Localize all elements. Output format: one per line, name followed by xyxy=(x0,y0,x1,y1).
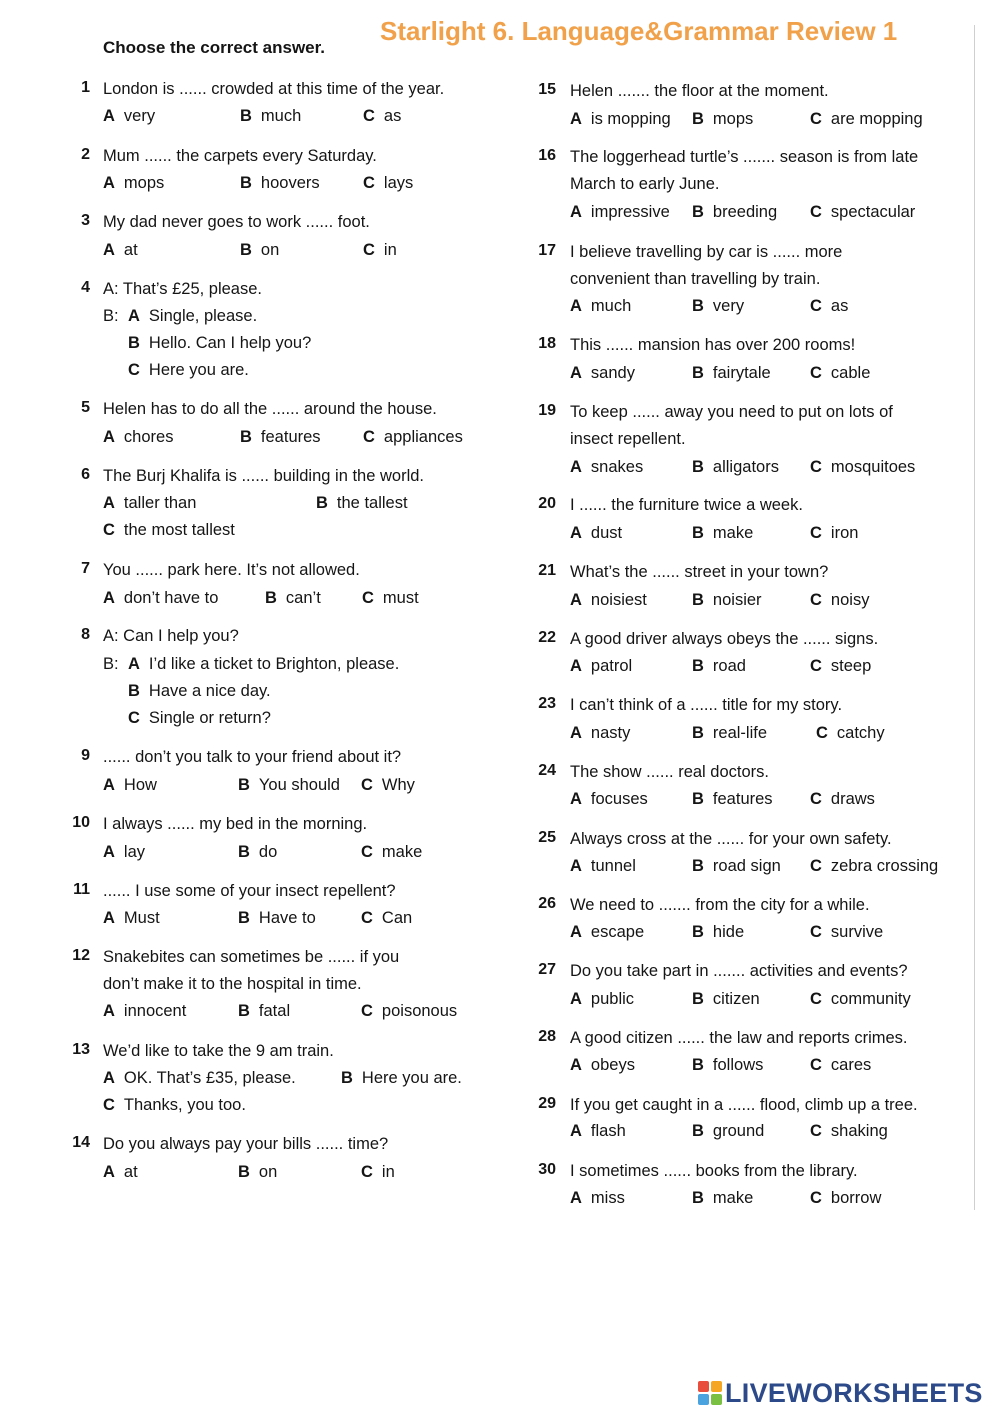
option-b[interactable]: B Have to xyxy=(238,909,316,927)
option-b[interactable]: B Hello. Can I help you? xyxy=(128,334,312,352)
question-number: 3 xyxy=(81,212,90,229)
option-a[interactable]: A sandy xyxy=(570,364,635,382)
option-a[interactable]: A OK. That’s £35, please. xyxy=(103,1069,296,1087)
option-a[interactable]: A How xyxy=(103,776,157,794)
option-a[interactable]: A public xyxy=(570,990,635,1008)
option-c[interactable]: C Single or return? xyxy=(128,709,271,727)
option-b[interactable]: B real-life xyxy=(692,724,768,742)
option-c[interactable]: C are mopping xyxy=(810,110,923,128)
question-number: 27 xyxy=(538,961,556,978)
option-c[interactable]: C Why xyxy=(361,776,415,794)
option-b[interactable]: B make xyxy=(692,524,754,542)
option-c[interactable]: C noisy xyxy=(810,591,870,609)
option-c[interactable]: C cable xyxy=(810,364,871,382)
option-a[interactable]: A at xyxy=(103,241,138,259)
liveworksheets-brand xyxy=(698,1378,983,1408)
question-text: You ...... park here. It’s not allowed. xyxy=(103,561,360,579)
option-b[interactable]: B ground xyxy=(692,1122,765,1140)
question-text: I believe travelling by car is ...... more xyxy=(570,243,843,261)
option-c[interactable]: C community xyxy=(810,990,911,1008)
question-number: 11 xyxy=(73,881,90,898)
option-b[interactable]: B do xyxy=(238,843,278,861)
question-number: 30 xyxy=(538,1161,556,1178)
question-number: 2 xyxy=(81,146,90,163)
question-text: The Burj Khalifa is ...... building in the world. xyxy=(103,467,424,485)
question-text: What’s the ...... street in your town? xyxy=(570,563,829,581)
option-a[interactable]: A flash xyxy=(570,1122,626,1140)
question-number: 22 xyxy=(538,629,556,646)
option-a[interactable]: A miss xyxy=(570,1189,625,1207)
option-b[interactable]: B make xyxy=(692,1189,754,1207)
option-c[interactable]: C in xyxy=(363,241,397,259)
option-b[interactable]: B fairytale xyxy=(692,364,771,382)
question-text: A: That’s £25, please. xyxy=(103,280,262,298)
question-number: 29 xyxy=(538,1095,556,1112)
option-a[interactable]: A impressive xyxy=(570,203,670,221)
question-text: I can’t think of a ...... title for my story. xyxy=(570,696,843,714)
option-c[interactable]: C appliances xyxy=(363,428,463,446)
speaker-label: B: xyxy=(103,307,119,325)
option-b[interactable]: B road sign xyxy=(692,857,781,875)
question-text: Do you take part in ....... activities and events? xyxy=(570,962,908,980)
option-b[interactable]: B can’t xyxy=(265,589,321,607)
brand-logo-icon xyxy=(698,1381,722,1405)
option-b[interactable]: B Have a nice day. xyxy=(128,682,271,700)
question-text-line-2: don’t make it to the hospital in time. xyxy=(103,975,362,993)
option-a[interactable]: A chores xyxy=(103,428,174,446)
question-number: 19 xyxy=(538,402,556,419)
question-text-line-2: March to early June. xyxy=(570,175,720,193)
option-b[interactable]: B hoovers xyxy=(240,174,320,192)
question-number: 13 xyxy=(72,1041,90,1058)
option-c[interactable]: C in xyxy=(361,1163,395,1181)
question-number: 26 xyxy=(538,895,556,912)
question-number: 21 xyxy=(538,562,556,579)
option-a[interactable]: A patrol xyxy=(570,657,633,675)
option-a[interactable]: A much xyxy=(570,297,632,315)
question-text: This ...... mansion has over 200 rooms! xyxy=(570,336,856,354)
question-number: 20 xyxy=(538,495,556,512)
question-text: A: Can I help you? xyxy=(103,627,239,645)
option-c[interactable]: C cares xyxy=(810,1056,872,1074)
option-c[interactable]: C iron xyxy=(810,524,859,542)
option-b[interactable]: B You should xyxy=(238,776,340,794)
option-a[interactable]: A nasty xyxy=(570,724,631,742)
question-number: 23 xyxy=(538,695,556,712)
question-number: 24 xyxy=(538,762,556,779)
question-text: A good citizen ...... the law and reports crimes. xyxy=(570,1029,908,1047)
question-number: 5 xyxy=(81,399,90,416)
option-c[interactable]: C as xyxy=(363,107,402,125)
question-number: 12 xyxy=(72,947,90,964)
option-c[interactable]: C catchy xyxy=(816,724,885,742)
option-a[interactable]: A escape xyxy=(570,923,645,941)
option-c[interactable]: C draws xyxy=(810,790,875,808)
option-a[interactable]: A Single, please. xyxy=(128,307,258,325)
question-text: We need to ....... from the city for a while. xyxy=(570,896,870,914)
question-text: London is ...... crowded at this time of the year. xyxy=(103,80,445,98)
option-b[interactable]: B mops xyxy=(692,110,754,128)
option-a[interactable]: A dust xyxy=(570,524,623,542)
option-a[interactable]: A very xyxy=(103,107,156,125)
question-text: Mum ...... the carpets every Saturday. xyxy=(103,147,377,165)
brand-text: LIVEWORKSHEETS xyxy=(725,1377,983,1408)
instruction: Choose the correct answer. xyxy=(103,38,326,57)
option-b[interactable]: B breeding xyxy=(692,203,778,221)
option-a[interactable]: A don’t have to xyxy=(103,589,219,607)
question-number: 17 xyxy=(538,242,556,259)
question-number: 10 xyxy=(72,814,90,831)
speaker-label: B: xyxy=(103,655,119,673)
option-b[interactable]: B hide xyxy=(692,923,745,941)
option-a[interactable]: A snakes xyxy=(570,458,644,476)
option-b[interactable]: B noisier xyxy=(692,591,762,609)
question-text: I sometimes ...... books from the library. xyxy=(570,1162,858,1180)
option-b[interactable]: B much xyxy=(240,107,302,125)
option-c[interactable]: C shaking xyxy=(810,1122,888,1140)
option-a[interactable]: A taller than xyxy=(103,494,197,512)
question-text: Always cross at the ...... for your own safety. xyxy=(570,830,892,848)
question-text: I always ...... my bed in the morning. xyxy=(103,815,368,833)
option-a[interactable]: A obeys xyxy=(570,1056,635,1074)
option-a[interactable]: A I’d like a ticket to Brighton, please. xyxy=(128,655,400,673)
question-text: The show ...... real doctors. xyxy=(570,763,769,781)
option-b[interactable]: B on xyxy=(238,1163,278,1181)
page-title: Starlight 6. Language&Grammar Review 1 xyxy=(380,16,898,46)
question-number: 4 xyxy=(81,279,90,296)
option-a[interactable]: A focuses xyxy=(570,790,648,808)
question-number: 9 xyxy=(81,747,90,764)
option-b[interactable]: B very xyxy=(692,297,745,315)
question-text: A good driver always obeys the ...... signs. xyxy=(570,630,879,648)
question-text: If you get caught in a ...... flood, climb up a tree. xyxy=(570,1096,918,1114)
question-number: 15 xyxy=(538,81,556,98)
question-text: To keep ...... away you need to put on lots of xyxy=(570,403,893,421)
option-a[interactable]: A mops xyxy=(103,174,165,192)
option-a[interactable]: A innocent xyxy=(103,1002,187,1020)
option-b[interactable]: B features xyxy=(240,428,321,446)
question-text: My dad never goes to work ...... foot. xyxy=(103,213,370,231)
option-c[interactable]: C make xyxy=(361,843,423,861)
option-c[interactable]: C Here you are. xyxy=(128,361,249,379)
question-text: Snakebites can sometimes be ...... if you xyxy=(103,948,400,966)
option-a[interactable]: A is mopping xyxy=(570,110,671,128)
question-text: We’d like to take the 9 am train. xyxy=(103,1042,334,1060)
option-c[interactable]: C the most tallest xyxy=(103,521,235,539)
option-b[interactable]: B features xyxy=(692,790,773,808)
question-text: ...... don’t you talk to your friend about it? xyxy=(103,748,402,766)
page-edge-divider xyxy=(974,25,975,1210)
option-a[interactable]: A noisiest xyxy=(570,591,647,609)
question-text: Helen ....... the floor at the moment. xyxy=(570,82,829,100)
question-number: 1 xyxy=(81,79,90,96)
question-text: Do you always pay your bills ...... time? xyxy=(103,1135,389,1153)
question-number: 7 xyxy=(81,560,90,577)
question-text-line-2: insect repellent. xyxy=(570,430,686,448)
option-c[interactable]: C Thanks, you too. xyxy=(103,1096,246,1114)
question-number: 6 xyxy=(81,466,90,483)
question-text: Helen has to do all the ...... around the house. xyxy=(103,400,437,418)
option-c[interactable]: C survive xyxy=(810,923,884,941)
option-c[interactable]: C must xyxy=(362,589,419,607)
option-c[interactable]: C mosquitoes xyxy=(810,458,916,476)
option-b[interactable]: B on xyxy=(240,241,280,259)
option-c[interactable]: C as xyxy=(810,297,849,315)
option-b[interactable]: B the tallest xyxy=(316,494,408,512)
option-c[interactable]: C spectacular xyxy=(810,203,916,221)
option-c[interactable]: C steep xyxy=(810,657,872,675)
option-b[interactable]: B alligators xyxy=(692,458,779,476)
option-b[interactable]: B fatal xyxy=(238,1002,291,1020)
option-a[interactable]: A at xyxy=(103,1163,138,1181)
question-number: 25 xyxy=(538,829,556,846)
option-a[interactable]: A tunnel xyxy=(570,857,636,875)
question-text: ...... I use some of your insect repellent? xyxy=(103,882,396,900)
question-number: 28 xyxy=(538,1028,556,1045)
question-number: 18 xyxy=(538,335,556,352)
question-text: The loggerhead turtle’s ....... season is from late xyxy=(570,148,919,166)
question-text-line-2: convenient than travelling by train. xyxy=(570,270,821,288)
option-a[interactable]: A Must xyxy=(103,909,160,927)
option-c[interactable]: C poisonous xyxy=(361,1002,458,1020)
question-number: 8 xyxy=(81,626,90,643)
option-a[interactable]: A lay xyxy=(103,843,146,861)
option-c[interactable]: C borrow xyxy=(810,1189,882,1207)
option-c[interactable]: C Can xyxy=(361,909,413,927)
option-b[interactable]: B follows xyxy=(692,1056,764,1074)
option-b[interactable]: B citizen xyxy=(692,990,760,1008)
option-c[interactable]: C lays xyxy=(363,174,414,192)
question-number: 16 xyxy=(538,147,556,164)
option-b[interactable]: B road xyxy=(692,657,746,675)
question-number: 14 xyxy=(72,1134,90,1151)
question-text: I ...... the furniture twice a week. xyxy=(570,496,803,514)
option-b[interactable]: B Here you are. xyxy=(341,1069,462,1087)
option-c[interactable]: C zebra crossing xyxy=(810,857,939,875)
